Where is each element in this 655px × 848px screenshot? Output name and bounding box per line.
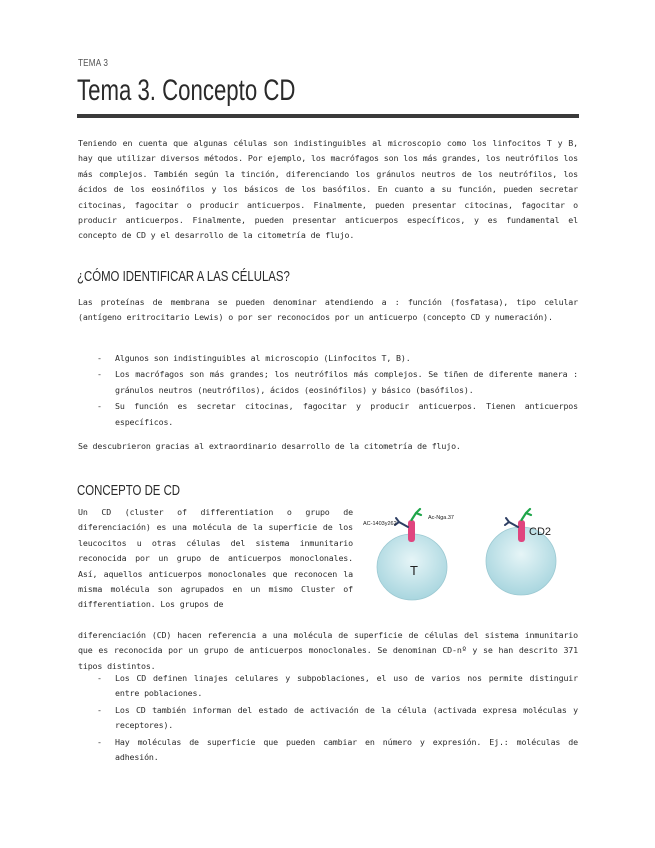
list-item: - Su función es secretar citocinas, fagocitar y producir anticuerpos. Tienen anticuerpos específicos. <box>97 401 578 427</box>
intro-paragraph: Teniendo en cuenta que algunas células son indistinguibles al microscopio como los linfocitos T y B, hay que utilizar diversos métodos. Por ejemplo, los macrófagos son los más grandes, los neutrófilos los más complejos. También según la tinción, diferenciando los gránulos neutros de los neutrófilos, los ácidos de los eosinófilos y los básicos de los basófilos. En cuanto a su función, pueden secretar citocinas, fagocitar o producir anticuerpos. Finalmente, pueden presentar citocinas, fagocitar o producir anticuerpos. Finalmente, pueden presentar anticuerpos específicos, y es fundamental el concepto de CD y el desarrollo de la citometría de flujo. <box>78 138 578 241</box>
antibody-green-left <box>412 509 422 520</box>
section1-closing: Se descubrieron gracias al extraordinario desarrollo de la citometría de flujo. <box>78 441 461 451</box>
receptor-right <box>518 520 525 542</box>
section1-bullet-list <box>78 351 578 431</box>
list-item: - Los CD también informan del estado de activación de la célula (activada expresa moléculas y receptores). <box>97 704 578 731</box>
title-rule <box>77 114 579 118</box>
receptor-left <box>408 520 415 542</box>
section2-paragraph-full: diferenciación (CD) hacen referencia a una molécula de superficie de células del sistema inmunitario que es reconocida por un grupo de anticuerpos monoclonales. Se denominan CD-nº y se han descrito 371 tipos distintos. <box>78 630 578 671</box>
antibody-label-left: AC-1403y262 <box>363 521 397 527</box>
section2-paragraph-wrap: Un CD (cluster of differentiation o grupo de diferenciación) es una molécula de la superficie de los leucocitos u otras células del sistema inmunitario reconocida por un grupo de anticuerpos monoclonales. Así, aquellos anticuerpos monoclonales que reconocen la misma molécula son agrupados en un mismo Cluster of differentiation. Los grupos de <box>78 507 353 610</box>
antibody-green-right <box>522 509 532 520</box>
cd-figure <box>362 505 580 605</box>
list-item: - Los CD definen linajes celulares y subpoblaciones, el uso de varios nos permite distinguir entre poblaciones. <box>97 673 578 699</box>
t-cell-label: T <box>410 563 418 578</box>
list-item: - Hay moléculas de superficie que pueden cambiar en número y expresión. Ej.: moléculas de adhesión. <box>97 736 578 763</box>
cd2-label: CD2 <box>529 526 552 538</box>
section1-paragraph: Las proteínas de membrana se pueden denominar atendiendo a : función (fosfatasa), tipo celular (antígeno eritrocitario Lewis) o por ser reconocidos por un anticuerpo (concepto CD y numeración). <box>78 297 578 323</box>
list-item: - Los macrófagos son más grandes; los neutrófilos más complejos. Se tiñen de diferente manera : gránulos neutros (neutrófilos), ácidos (eosinófilos) y básico (basófilos). <box>97 369 578 395</box>
topic-kicker: TEMA 3 <box>78 58 109 69</box>
section2-bullet-list <box>78 671 578 766</box>
antibody-navy-left <box>395 518 408 527</box>
cd-diagram <box>362 505 580 605</box>
page-title: Tema 3. Concepto CD <box>77 74 296 107</box>
antibody-navy-right <box>505 518 518 527</box>
section-heading-cd: CONCEPTO DE CD <box>77 482 181 499</box>
antibody-label-right: Ac-Nga.37 <box>428 515 454 521</box>
section-heading-identify: ¿CÓMO IDENTIFICAR A LAS CÉLULAS? <box>77 268 290 285</box>
list-item: - Algunos son indistinguibles al microscopio (Linfocitos T, B). <box>97 353 411 363</box>
